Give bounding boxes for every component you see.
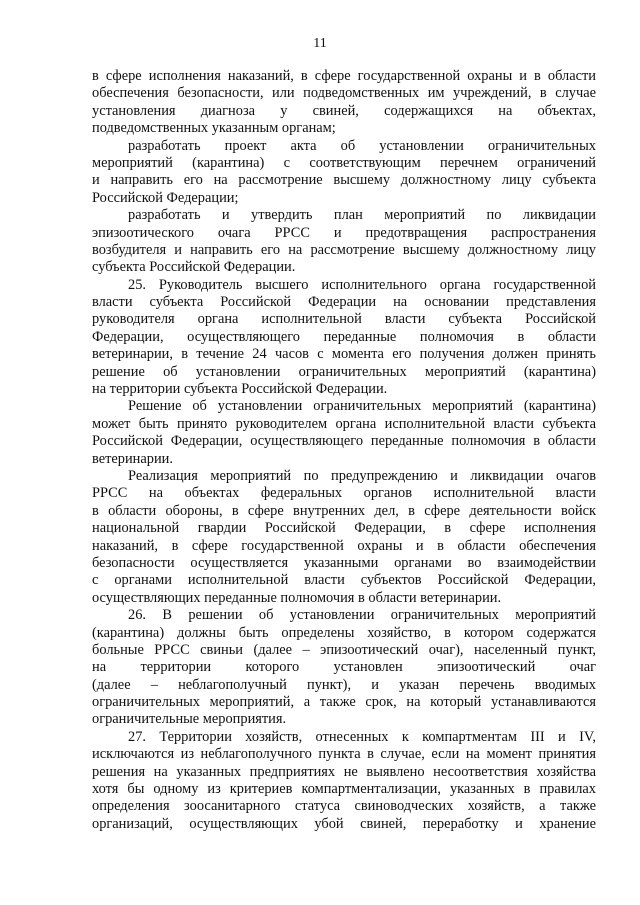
text-line: (далее – неблагополучный пункт), и указан перечень вводимых: [92, 676, 596, 693]
text-line: возбудителя и направить его на рассмотрение высшему должностному лицу: [92, 241, 596, 258]
text-line: хотя бы одному из критериев компартментализации, указанных в правилах: [92, 781, 596, 798]
text-line: ограничительные мероприятия.: [92, 711, 287, 728]
text-line: Российской Федерации, осуществляющего переданные полномочия в области: [92, 433, 596, 450]
text-line: субъекта Российской Федерации.: [92, 259, 296, 276]
text-line: в области обороны, в сфере внутренних дел, в сфере деятельности войск: [92, 502, 596, 519]
text-line: организаций, осуществляющих убой свиней, переработку и хранение: [92, 815, 596, 832]
text-line: мероприятий (карантина) с соответствующим перечнем ограничений: [92, 154, 596, 171]
text-line: Федерации, осуществляющего переданные полномочия в области: [92, 328, 596, 345]
text-line: разработать проект акта об установлении ограничительных: [128, 137, 596, 154]
text-line: ветеринарии.: [92, 450, 173, 467]
text-line: власти субъекта Российской Федерации на основании представления: [92, 294, 596, 311]
text-line: ограничительных мероприятий, а также срок, на который устанавливаются: [92, 694, 596, 711]
text-line: обеспечения безопасности, или подведомственных им учреждений, в случае: [92, 85, 596, 102]
text-line: 26. В решении об установлении ограничительных мероприятий: [128, 607, 596, 624]
text-line: 25. Руководитель высшего исполнительного органа государственной: [128, 276, 596, 293]
text-line: может быть принято руководителем органа исполнительной власти субъекта: [92, 415, 596, 432]
text-line: больные РРСС свиньи (далее – эпизоотический очаг), населенный пункт,: [92, 641, 596, 658]
text-line: Реализация мероприятий по предупреждению и ликвидации очагов: [128, 467, 596, 484]
text-line: Решение об установлении ограничительных мероприятий (карантина): [128, 398, 596, 415]
text-line: эпизоотического очага РРСС и предотвращения распространения: [92, 224, 596, 241]
text-line: на территории субъекта Российской Федерации.: [92, 381, 388, 398]
text-line: определения зоосанитарного статуса свиноводческих хозяйств, а также: [92, 798, 596, 815]
text-line: национальной гвардии Российской Федерации, в сфере исполнения: [92, 520, 596, 537]
text-line: (карантина) должны быть определены хозяйство, в котором содержатся: [92, 624, 596, 641]
text-line: на территории которого установлен эпизоотический очаг: [92, 659, 596, 676]
page-number: 11: [313, 36, 327, 51]
text-line: Российской Федерации;: [92, 189, 239, 206]
text-line: и направить его на рассмотрение высшему должностному лицу субъекта: [92, 172, 596, 189]
text-line: руководителя органа исполнительной власти субъекта Российской: [92, 311, 596, 328]
document-body: [92, 68, 596, 833]
text-line: в сфере исполнения наказаний, в сфере государственной охраны и в области: [92, 68, 596, 84]
text-line: исключаются из неблагополучного пункта в случае, если на момент принятия: [92, 746, 596, 763]
text-line: ветеринарии, в течение 24 часов с момента его получения должен принять: [92, 346, 596, 363]
text-line: РРСС на объектах федеральных органов исполнительной власти: [92, 485, 596, 502]
text-line: установления диагноза у свиней, содержащихся на объектах,: [92, 102, 596, 119]
text-line: подведомственных указанным органам;: [92, 120, 336, 137]
text-line: 27. Территории хозяйств, отнесенных к компартментам III и IV,: [128, 728, 596, 745]
text-line: безопасности осуществляется указанными органами во взаимодействии: [92, 554, 596, 571]
text-line: решение об установлении ограничительных мероприятий (карантина): [92, 363, 596, 380]
text-line: осуществляющих переданные полномочия в области ветеринарии.: [92, 589, 502, 606]
text-line: наказаний, в сфере государственной охраны и в области обеспечения: [92, 537, 596, 554]
text-line: разработать и утвердить план мероприятий по ликвидации: [128, 207, 596, 224]
text-line: решения на указанных предприятиях не выявлено несоответствия хозяйства: [92, 763, 596, 780]
text-line: с органами исполнительной власти субъектов Российской Федерации,: [92, 572, 596, 589]
